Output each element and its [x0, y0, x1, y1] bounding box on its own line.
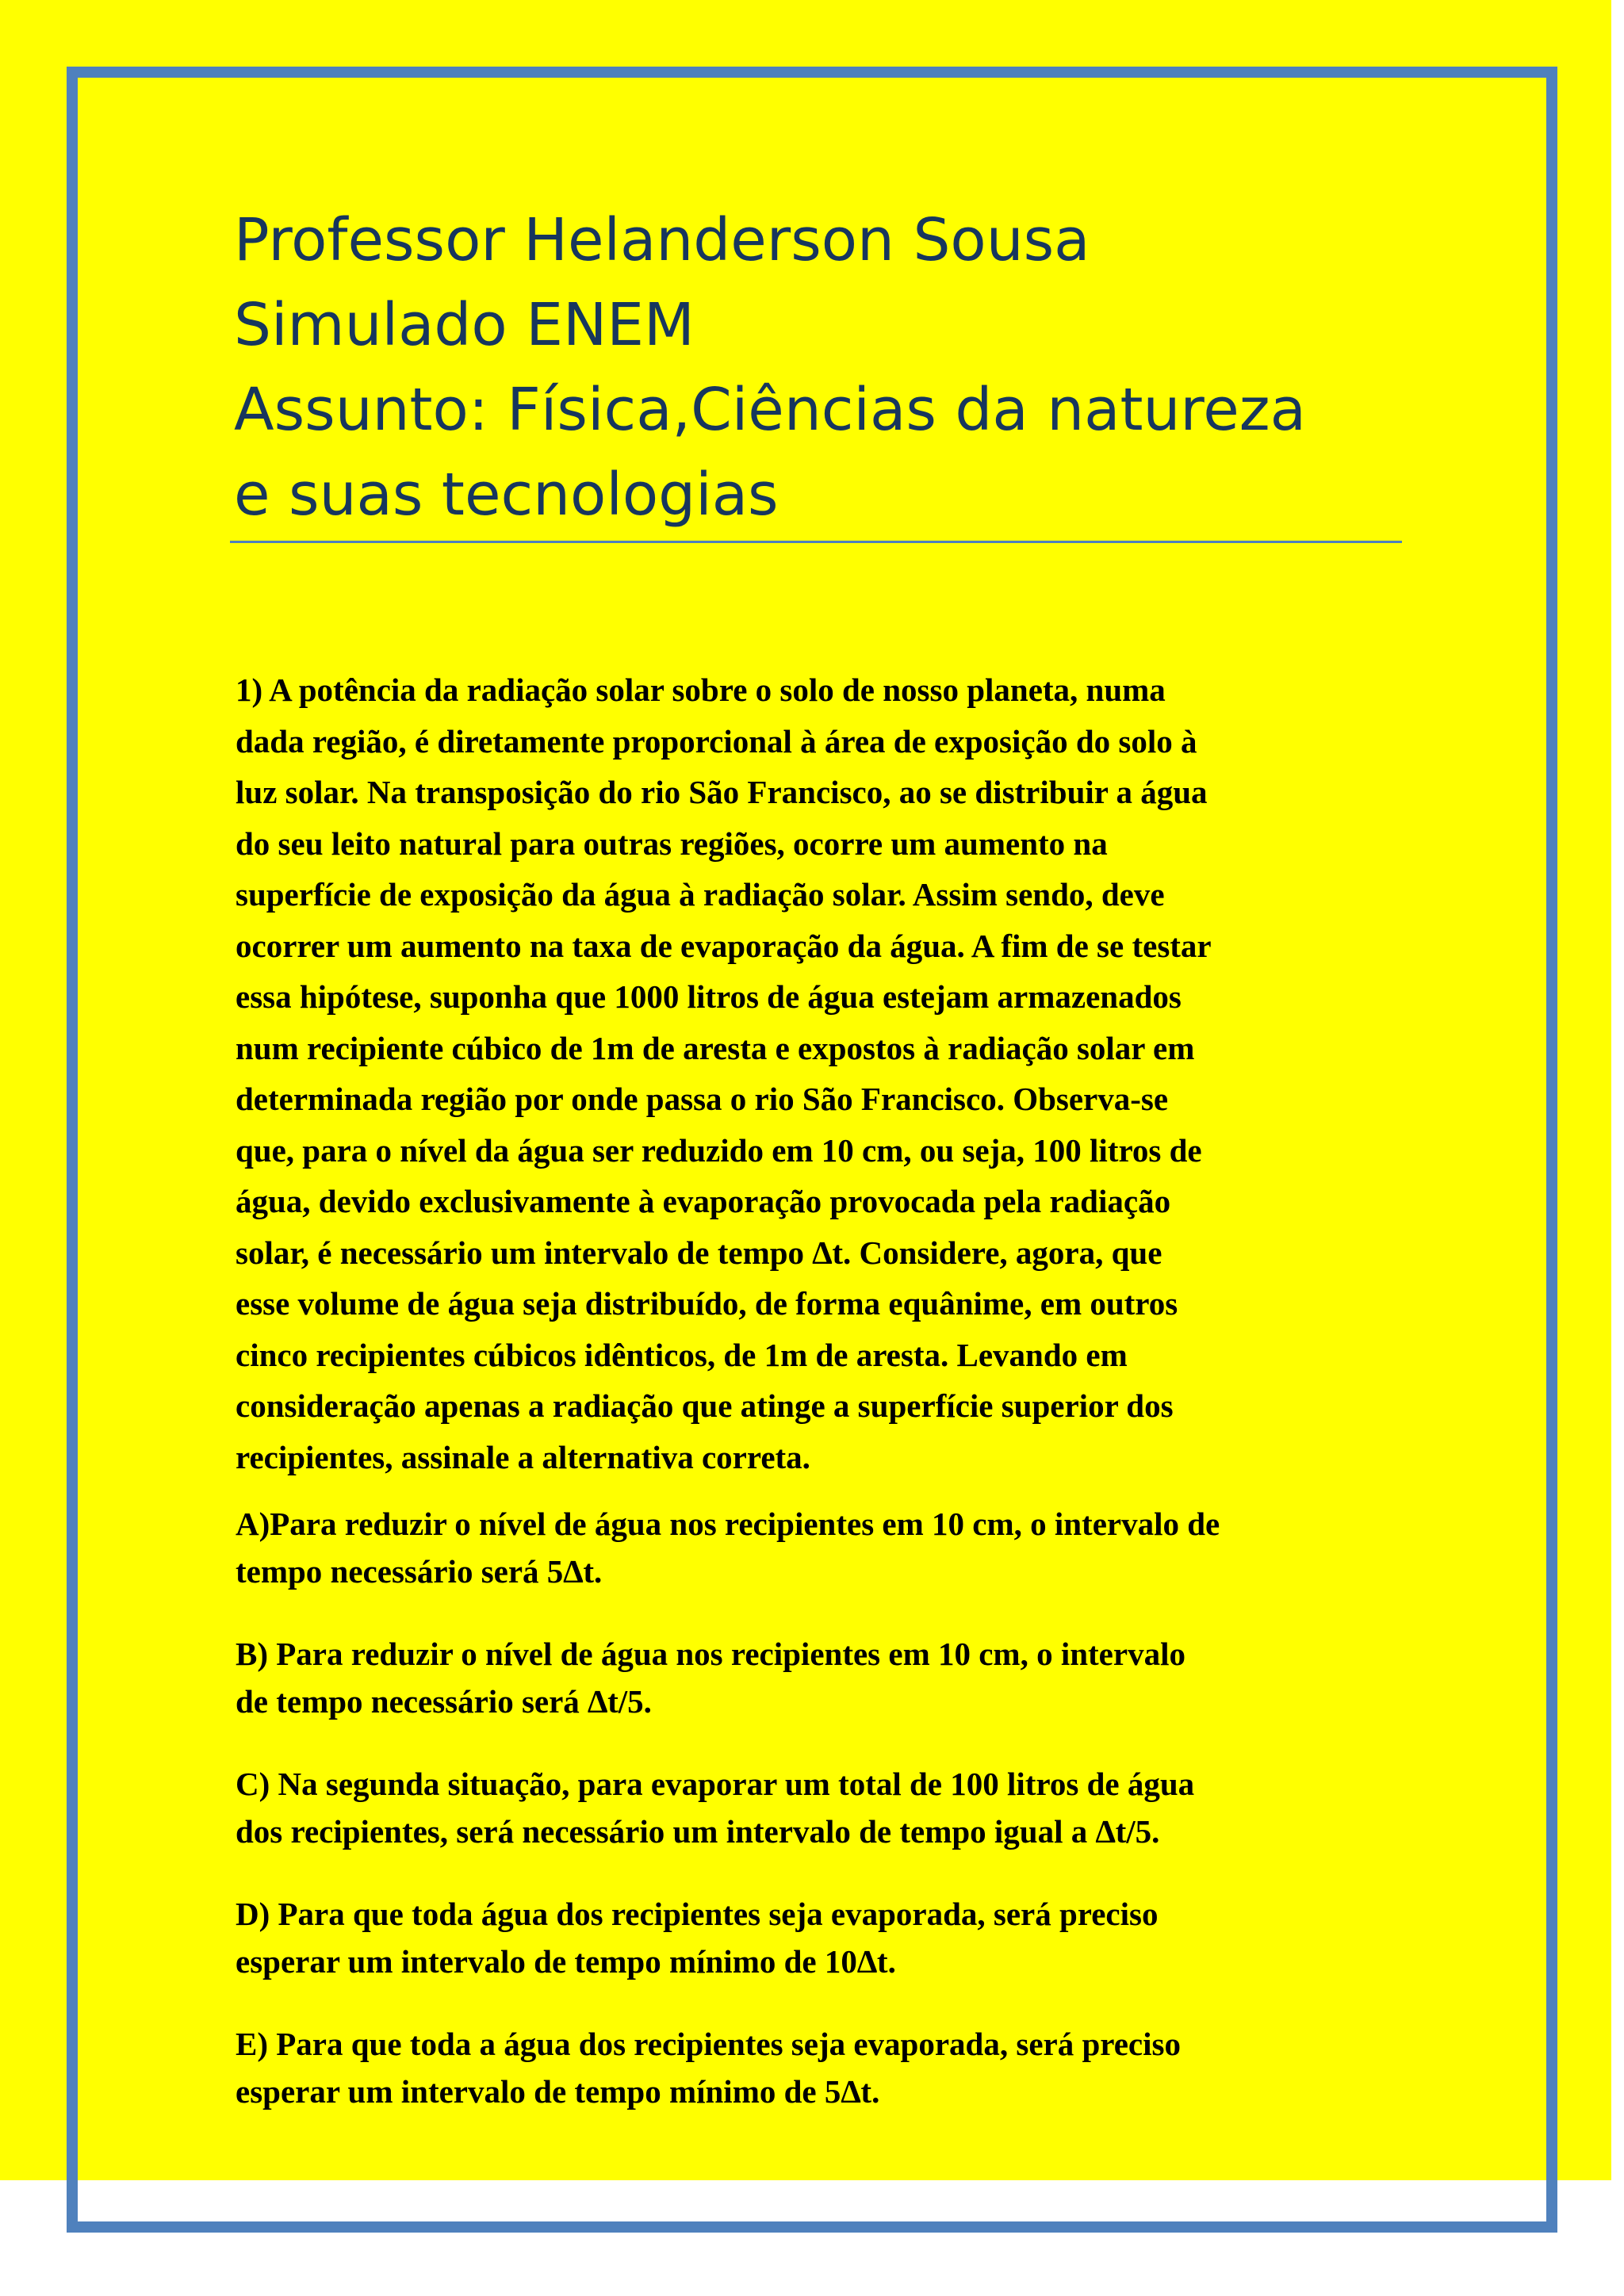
- option-e-line: esperar um intervalo de tempo mínimo de 5∆t.: [236, 2073, 880, 2110]
- question-line: ocorrer um aumento na taxa de evaporação da água. A fim de se testar: [236, 927, 1212, 964]
- option-a-line: tempo necessário será 5∆t.: [236, 1553, 603, 1590]
- option-d: [236, 1890, 1409, 1985]
- question-line: num recipiente cúbico de 1m de aresta e expostos à radiação solar em: [236, 1029, 1195, 1066]
- question-line: essa hipótese, suponha que 1000 litros de água estejam armazenados: [236, 978, 1182, 1015]
- question-line: 1) A potência da radiação solar sobre o solo de nosso planeta, numa: [236, 672, 1166, 708]
- title-line-exam: Simulado ENEM: [234, 291, 695, 359]
- title-divider: [230, 541, 1402, 543]
- question-line: recipientes, assinale a alternativa correta.: [236, 1438, 810, 1475]
- option-a-line: A)Para reduzir o nível de água nos recipientes em 10 cm, o intervalo de: [236, 1506, 1220, 1542]
- option-b: [236, 1630, 1409, 1725]
- question-line: do seu leito natural para outras regiões, ocorre um aumento na: [236, 825, 1108, 862]
- question-line: determinada região por onde passa o rio São Francisco. Observa-se: [236, 1081, 1169, 1117]
- option-d-line: D) Para que toda água dos recipientes seja evaporada, será preciso: [236, 1896, 1159, 1932]
- question-line: esse volume de água seja distribuído, de forma equânime, em outros: [236, 1285, 1178, 1322]
- question-line: cinco recipientes cúbicos idênticos, de 1m de aresta. Levando em: [236, 1336, 1128, 1373]
- option-b-line: B) Para reduzir o nível de água nos recipientes em 10 cm, o intervalo: [236, 1636, 1185, 1672]
- option-d-line: esperar um intervalo de tempo mínimo de 10∆t.: [236, 1943, 896, 1980]
- question-line: solar, é necessário um intervalo de tempo ∆t. Considere, agora, que: [236, 1234, 1162, 1271]
- question-line: que, para o nível da água ser reduzido em 10 cm, ou seja, 100 litros de: [236, 1131, 1202, 1169]
- question-line: luz solar. Na transposição do rio São Francisco, ao se distribuir a água: [236, 774, 1208, 810]
- question-1: [236, 664, 1409, 1483]
- document-title: [234, 198, 1408, 538]
- option-c-line: dos recipientes, será necessário um intervalo de tempo igual a ∆t/5.: [236, 1813, 1160, 1850]
- title-line-subject-cont: e suas tecnologias: [234, 461, 779, 529]
- question-text: [236, 664, 1409, 1483]
- option-c-line: C) Na segunda situação, para evaporar um total de 100 litros de água: [236, 1766, 1195, 1802]
- question-line: superfície de exposição da água à radiação solar. Assim sendo, deve: [236, 876, 1165, 913]
- exam-content: [236, 664, 1409, 2115]
- option-e-line: E) Para que toda a água dos recipientes seja evaporada, será preciso: [236, 2026, 1181, 2062]
- option-e: [236, 2020, 1409, 2115]
- option-b-line: de tempo necessário será ∆t/5.: [236, 1683, 652, 1720]
- question-line: água, devido exclusivamente à evaporação provocada pela radiação: [236, 1183, 1171, 1219]
- question-line: dada região, é diretamente proporcional à área de exposição do solo à: [236, 722, 1197, 760]
- title-line-author: Professor Helanderson Sousa: [234, 206, 1090, 274]
- question-line: consideração apenas a radiação que atinge a superfície superior dos: [236, 1387, 1174, 1424]
- option-c: [236, 1760, 1409, 1855]
- option-a: [236, 1500, 1409, 1595]
- title-line-subject: Assunto: Física,Ciências da natureza: [234, 376, 1306, 444]
